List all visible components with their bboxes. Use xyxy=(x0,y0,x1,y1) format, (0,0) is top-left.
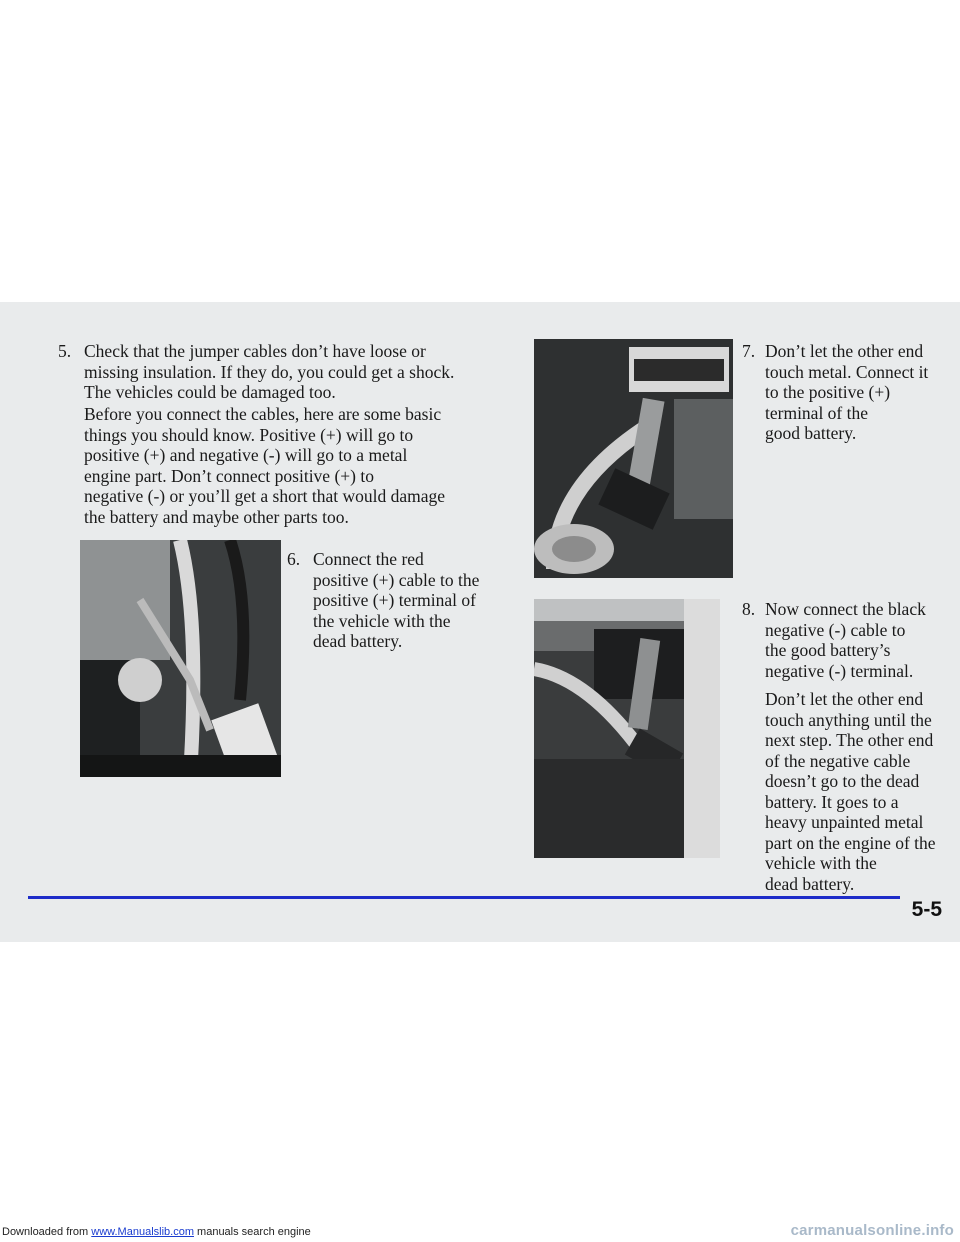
step-7-line: good battery. xyxy=(765,423,857,443)
step-8-extra-line: touch anything until the xyxy=(765,709,932,730)
footer-prefix: Downloaded from xyxy=(2,1226,92,1238)
step-8-number: 8. xyxy=(742,599,756,619)
step-5-number: 5. xyxy=(58,341,72,361)
step-8-extra-line: heavy unpainted metal xyxy=(765,812,924,832)
cable-connection-note xyxy=(84,404,514,527)
step-7-photo xyxy=(534,339,733,578)
step-5-line: Check that the jumper cables don’t have loose or xyxy=(84,341,426,361)
step-7-line: terminal of the xyxy=(765,402,869,423)
step-6-line: the vehicle with the xyxy=(313,610,451,631)
step-6-line: dead battery. xyxy=(313,631,403,651)
step-8-extra-line: battery. It goes to a xyxy=(765,791,899,812)
watermark: carmanualsonline.info xyxy=(790,1222,954,1239)
note-line: positive (+) and negative (-) will go to a metal xyxy=(84,445,408,465)
note-line: Before you connect the cables, here are some basic xyxy=(84,404,442,424)
step-8-text xyxy=(765,599,957,681)
download-footer xyxy=(2,1226,311,1238)
step-5-line: The vehicles could be damaged too. xyxy=(84,382,336,402)
step-7-line: Don’t let the other end xyxy=(765,341,924,361)
step-6-line: positive (+) cable to the xyxy=(313,569,480,590)
note-line: the battery and maybe other parts too. xyxy=(84,506,349,527)
note-line: negative (-) or you’ll get a short that would damage xyxy=(84,486,446,506)
step-8-line: the good battery’s xyxy=(765,640,891,660)
footer-rule xyxy=(28,896,900,899)
step-8-line: negative (-) cable to xyxy=(765,619,906,640)
step-8-extra-line: vehicle with the xyxy=(765,853,877,873)
step-8-extra-line: next step. The other end xyxy=(765,730,934,750)
note-line: things you should know. Positive (+) will go to xyxy=(84,424,414,445)
step-6-line: Connect the red xyxy=(313,549,424,569)
manualslib-link[interactable]: www.Manualslib.com xyxy=(91,1226,194,1238)
step-8-extra-line: Don’t let the other end xyxy=(765,689,924,709)
step-7-number: 7. xyxy=(742,341,756,361)
step-7-text xyxy=(765,341,957,444)
note-line: engine part. Don’t connect positive (+) to xyxy=(84,465,374,486)
step-8-photo xyxy=(534,599,720,858)
step-8-extra-line: doesn’t go to the dead xyxy=(765,771,920,791)
step-6-line: positive (+) terminal of xyxy=(313,590,476,610)
step-6-text xyxy=(313,549,513,652)
step-8-extra-line: part on the engine of the xyxy=(765,832,936,853)
step-7-line: touch metal. Connect it xyxy=(765,361,929,382)
step-8-extra-text xyxy=(765,689,957,894)
footer-suffix: manuals search engine xyxy=(193,1226,311,1238)
step-8-extra-line: dead battery. xyxy=(765,873,855,894)
step-8-line: Now connect the black xyxy=(765,599,926,619)
step-5-text xyxy=(84,341,514,403)
step-7-line: to the positive (+) xyxy=(765,382,891,402)
step-6-number: 6. xyxy=(287,549,301,569)
step-6-photo xyxy=(80,540,281,777)
step-8-line: negative (-) terminal. xyxy=(765,660,914,681)
page-number: 5-5 xyxy=(911,898,942,921)
step-5-line: missing insulation. If they do, you could get a shock. xyxy=(84,361,455,382)
step-8-extra-line: of the negative cable xyxy=(765,750,911,771)
